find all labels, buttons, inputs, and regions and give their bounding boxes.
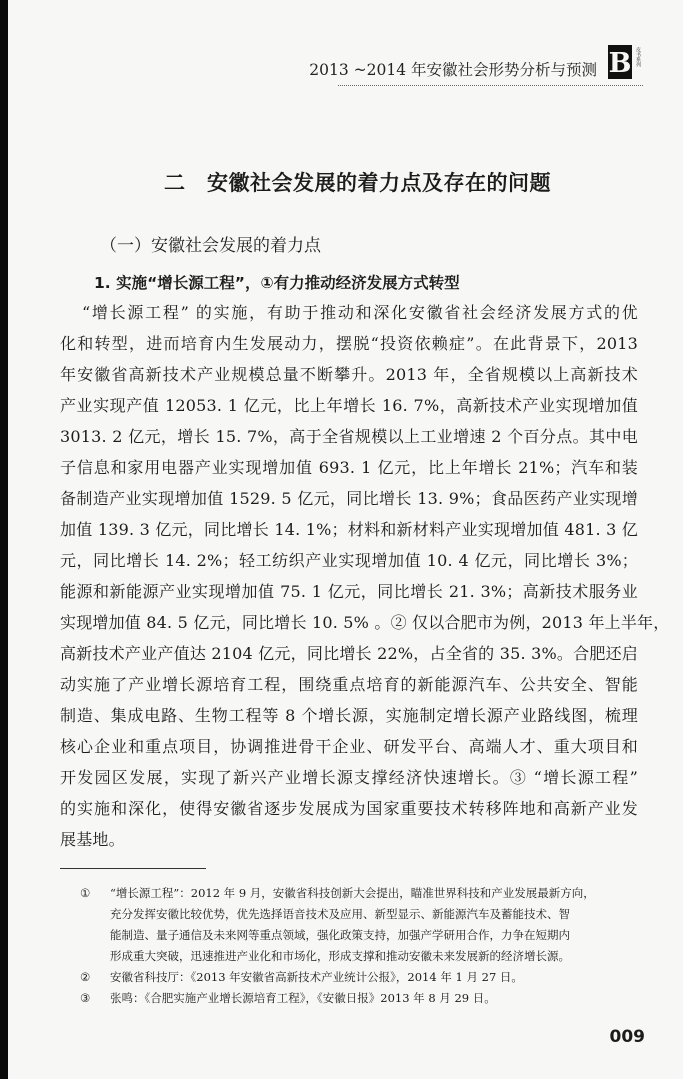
body-line: 实现增加值 84. 5 亿元，同比增长 10. 5% 。② 仅以合肥市为例，2013 年上半年， [60,613,670,632]
page-number: 009 [609,1027,645,1047]
subsection-title: （一）安徽社会发展的着力点 [100,236,321,256]
header-dotted-rule [338,85,643,86]
footnote-mark: ② [80,970,91,984]
footnote-line: 安徽省科技厅：《2013 年安徽省高新技术产业统计公报》，2014 年 1 月 27 日。 [110,970,523,984]
body-line: 开发园区发展，实现了新兴产业增长源支撑经济快速增长。③ “增长源工程” [60,768,638,787]
body-line: 子信息和家用电器产业实现增加值 693. 1 亿元，比上年增长 21%；汽车和装 [60,458,638,477]
footnote-line: 能制造、量子通信及未来网等重点领域，强化政策支持，加强产学研用合作，力争在短期内 [110,928,570,942]
body-line: 能源和新能源产业实现增加值 75. 1 亿元，同比增长 21. 3%；高新技术服务业 [60,582,638,601]
logo-letter: B [608,48,632,79]
body-line: 备制造产业实现增加值 1529. 5 亿元，同比增长 13. 9%；食品医药产业实现增 [60,489,638,508]
body-line: 产业实现产值 12053. 1 亿元，比上年增长 16. 7%，高新技术产业实现增加值 [60,396,638,415]
item-title: 1. 实施“增长源工程”，①有力推动经济发展方式转型 [94,274,460,292]
body-line: 的实施和深化，使得安徽省逐步发展成为国家重要技术转移阵地和高新产业发 [60,799,638,818]
running-header-title: 2013 ~2014 年安徽社会形势分析与预测 [309,61,597,79]
book-series-logo [607,44,643,80]
footnote-mark: ① [80,886,91,900]
body-line: 核心企业和重点项目，协调推进骨干企业、研发平台、高端人才、重大项目和 [60,737,638,756]
footnote-line: 形成重大突破，迅速推进产业化和市场化，形成支撑和推动安徽未来发展新的经济增长源。 [110,949,570,963]
left-margin-bar [0,0,8,1079]
footnote-separator [60,868,206,869]
body-line: 展基地。 [60,830,125,849]
body-line: 加值 139. 3 亿元，同比增长 14. 1%；材料和新材料产业实现增加值 481. 3 亿 [60,520,638,539]
body-line: 3013. 2 亿元，增长 15. 7%，高于全省规模以上工业增速 2 个百分点。其中电 [60,427,638,446]
footnote-line: 充分发挥安徽比较优势，优先选择语音技术及应用、新型显示、新能源汽车及蓄能技术、智 [110,907,570,921]
body-line: 动实施了产业增长源培育工程，围绕重点培育的新能源汽车、公共安全、智能 [60,675,638,694]
footnote-line: “增长源工程”：2012 年 9 月，安徽省科技创新大会提出，瞄准世界科技和产业发展最新方向， [110,886,595,900]
logo-side-text: 皮书系列 [635,47,641,67]
body-line: 年安徽省高新技术产业规模总量不断攀升。2013 年，全省规模以上高新技术 [60,365,638,384]
body-line: 高新技术产业产值达 2104 亿元，同比增长 22%，占全省的 35. 3%。合肥还启 [60,644,638,663]
footnote-line: 张鸣：《合肥实施产业增长源培育工程》，《安徽日报》2013 年 8 月 29 日。 [110,991,496,1005]
section-title: 二 安徽社会发展的着力点及存在的问题 [164,171,551,195]
body-line: “增长源工程” 的实施，有助于推动和深化安徽省社会经济发展方式的优 [82,303,638,322]
body-line: 制造、集成电路、生物工程等 8 个增长源，实施制定增长源产业路线图，梳理 [60,706,638,725]
body-line: 化和转型，进而培育内生发展动力，摆脱“投资依赖症”。在此背景下，2013 [60,334,638,353]
body-line: 元，同比增长 14. 2%；轻工纺织产业实现增加值 10. 4 亿元，同比增长 3%； [60,551,638,570]
footnote-mark: ③ [80,991,91,1005]
